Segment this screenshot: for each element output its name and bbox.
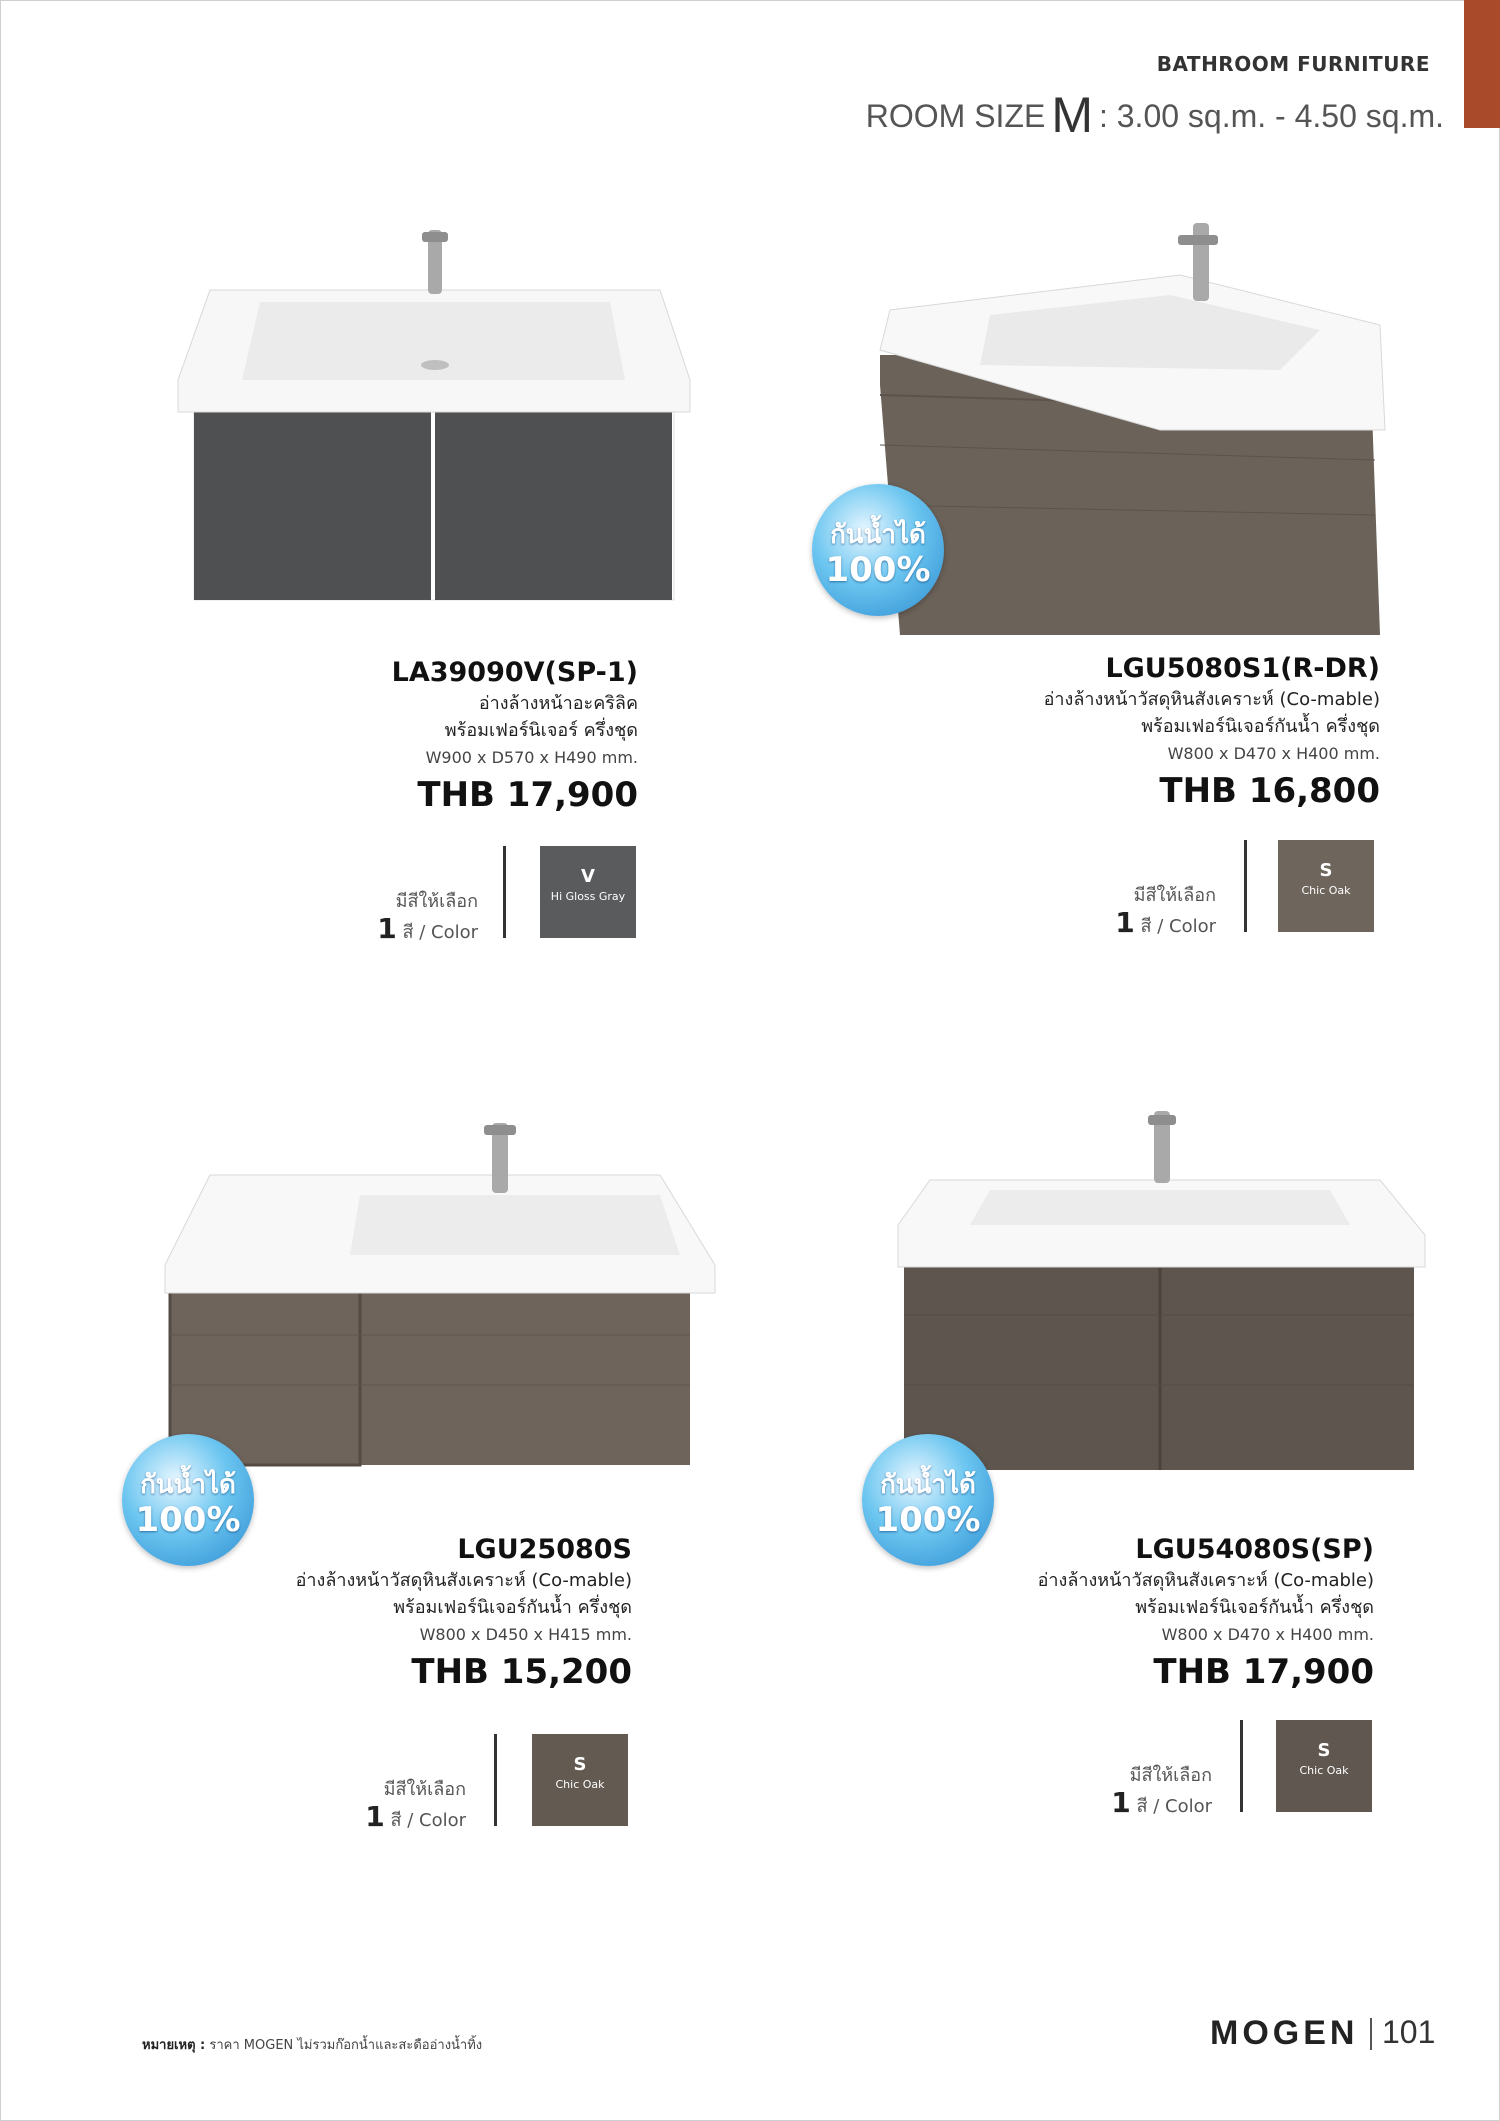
swatch-name: Hi Gloss Gray — [550, 890, 626, 903]
swatch-code: S — [1317, 1740, 1331, 1761]
cabinet-door-right — [435, 412, 672, 600]
product-desc-2: พร้อมเฟอร์นิเจอร์กันน้ำ ครึ่งชุด — [1141, 716, 1380, 737]
product-image-lgu54080s — [890, 1105, 1430, 1480]
product-desc-2: พร้อมเฟอร์นิเจอร์กันน้ำ ครึ่งชุด — [1135, 1597, 1374, 1618]
color-count-number: 1 — [1111, 1786, 1131, 1819]
brand-logo: MOGEN — [1210, 2014, 1359, 2052]
color-unit: สี / Color — [1136, 1796, 1212, 1817]
color-count — [1016, 906, 1216, 940]
product-price: THB 17,900 — [1153, 1652, 1374, 1692]
product-price: THB 17,900 — [417, 775, 638, 815]
swatch-code: S — [573, 1754, 587, 1775]
section-title: BATHROOM FURNITURE — [1156, 52, 1430, 76]
product-image-la39090v — [170, 220, 700, 610]
product-model: LA39090V(SP-1) — [391, 657, 638, 688]
color-swatch — [1276, 1720, 1372, 1812]
color-options-label: มีสีให้เลือก — [1129, 1765, 1212, 1786]
footer-note-label: หมายเหตุ : — [142, 2038, 206, 2053]
page-number-divider — [1370, 2018, 1372, 2050]
product-desc-1: อ่างล้างหน้าวัสดุหินสังเคราะห์ (Co-mable) — [295, 1570, 632, 1591]
section-tab — [1464, 0, 1500, 128]
color-count — [266, 1800, 466, 1834]
swatch-name: Chic Oak — [555, 1778, 605, 1791]
room-size-heading — [866, 86, 1444, 144]
product-info — [72, 1533, 632, 1695]
badge-line1: กันน้ำได้ — [880, 1470, 976, 1500]
product-dimensions: W800 x D470 x H400 mm. — [1167, 744, 1380, 763]
footer-note — [142, 2034, 482, 2055]
color-count-number: 1 — [1115, 906, 1135, 939]
color-unit: สี / Color — [402, 922, 478, 943]
product-price: THB 16,800 — [1159, 771, 1380, 811]
badge-line1: กันน้ำได้ — [830, 520, 926, 550]
cabinet-door-left — [194, 412, 431, 600]
divider — [1244, 840, 1247, 932]
product-model: LGU25080S — [457, 1534, 632, 1565]
color-swatch — [1278, 840, 1374, 932]
color-options-label: มีสีให้เลือก — [383, 1779, 466, 1800]
badge-line2: 100% — [825, 550, 931, 590]
divider — [1240, 1720, 1243, 1812]
divider — [503, 846, 506, 938]
room-size-label: ROOM SIZE — [865, 98, 1046, 134]
product-model: LGU54080S(SP) — [1135, 1534, 1374, 1565]
product-model: LGU5080S1(R-DR) — [1105, 653, 1380, 684]
product-desc-1: อ่างล้างหน้าอะคริลิค — [478, 693, 638, 714]
product-info — [820, 652, 1380, 814]
page-number: 101 — [1382, 2014, 1436, 2050]
swatch-name: Chic Oak — [1301, 884, 1351, 897]
product-dimensions: W900 x D570 x H490 mm. — [425, 748, 638, 767]
divider — [494, 1734, 497, 1826]
product-dimensions: W800 x D470 x H400 mm. — [1161, 1625, 1374, 1644]
product-desc-2: พร้อมเฟอร์นิเจอร์ ครึ่งชุด — [444, 720, 638, 741]
room-size-letter: M — [1051, 87, 1093, 143]
footer-note-text: ราคา MOGEN ไม่รวมก๊อกน้ำและสะดืออ่างน้ำทิ้ง — [209, 2038, 483, 2053]
color-unit: สี / Color — [1140, 916, 1216, 937]
color-count-number: 1 — [365, 1800, 385, 1833]
badge-line1: กันน้ำได้ — [140, 1470, 236, 1500]
badge-line2: 100% — [135, 1500, 241, 1540]
color-count — [1012, 1786, 1212, 1820]
color-count-number: 1 — [377, 912, 397, 945]
product-desc-1: อ่างล้างหน้าวัสดุหินสังเคราะห์ (Co-mable) — [1043, 689, 1380, 710]
product-price: THB 15,200 — [411, 1652, 632, 1692]
swatch-name: Chic Oak — [1299, 1764, 1349, 1777]
swatch-code: V — [581, 866, 595, 887]
color-swatch — [532, 1734, 628, 1826]
product-info — [814, 1533, 1374, 1695]
product-image-lgu25080s — [160, 1115, 720, 1475]
product-info — [78, 656, 638, 818]
waterproof-badge — [812, 484, 944, 616]
product-desc-2: พร้อมเฟอร์นิเจอร์กันน้ำ ครึ่งชุด — [393, 1597, 632, 1618]
room-size-range: : 3.00 sq.m. - 4.50 sq.m. — [1098, 98, 1444, 134]
product-desc-1: อ่างล้างหน้าวัสดุหินสังเคราะห์ (Co-mable) — [1037, 1570, 1374, 1591]
swatch-code: S — [1319, 860, 1333, 881]
color-options-label: มีสีให้เลือก — [395, 891, 478, 912]
color-swatch — [540, 846, 636, 938]
product-dimensions: W800 x D450 x H415 mm. — [419, 1625, 632, 1644]
color-unit: สี / Color — [390, 1810, 466, 1831]
color-count — [278, 912, 478, 946]
badge-line2: 100% — [875, 1500, 981, 1540]
color-options-label: มีสีให้เลือก — [1133, 885, 1216, 906]
